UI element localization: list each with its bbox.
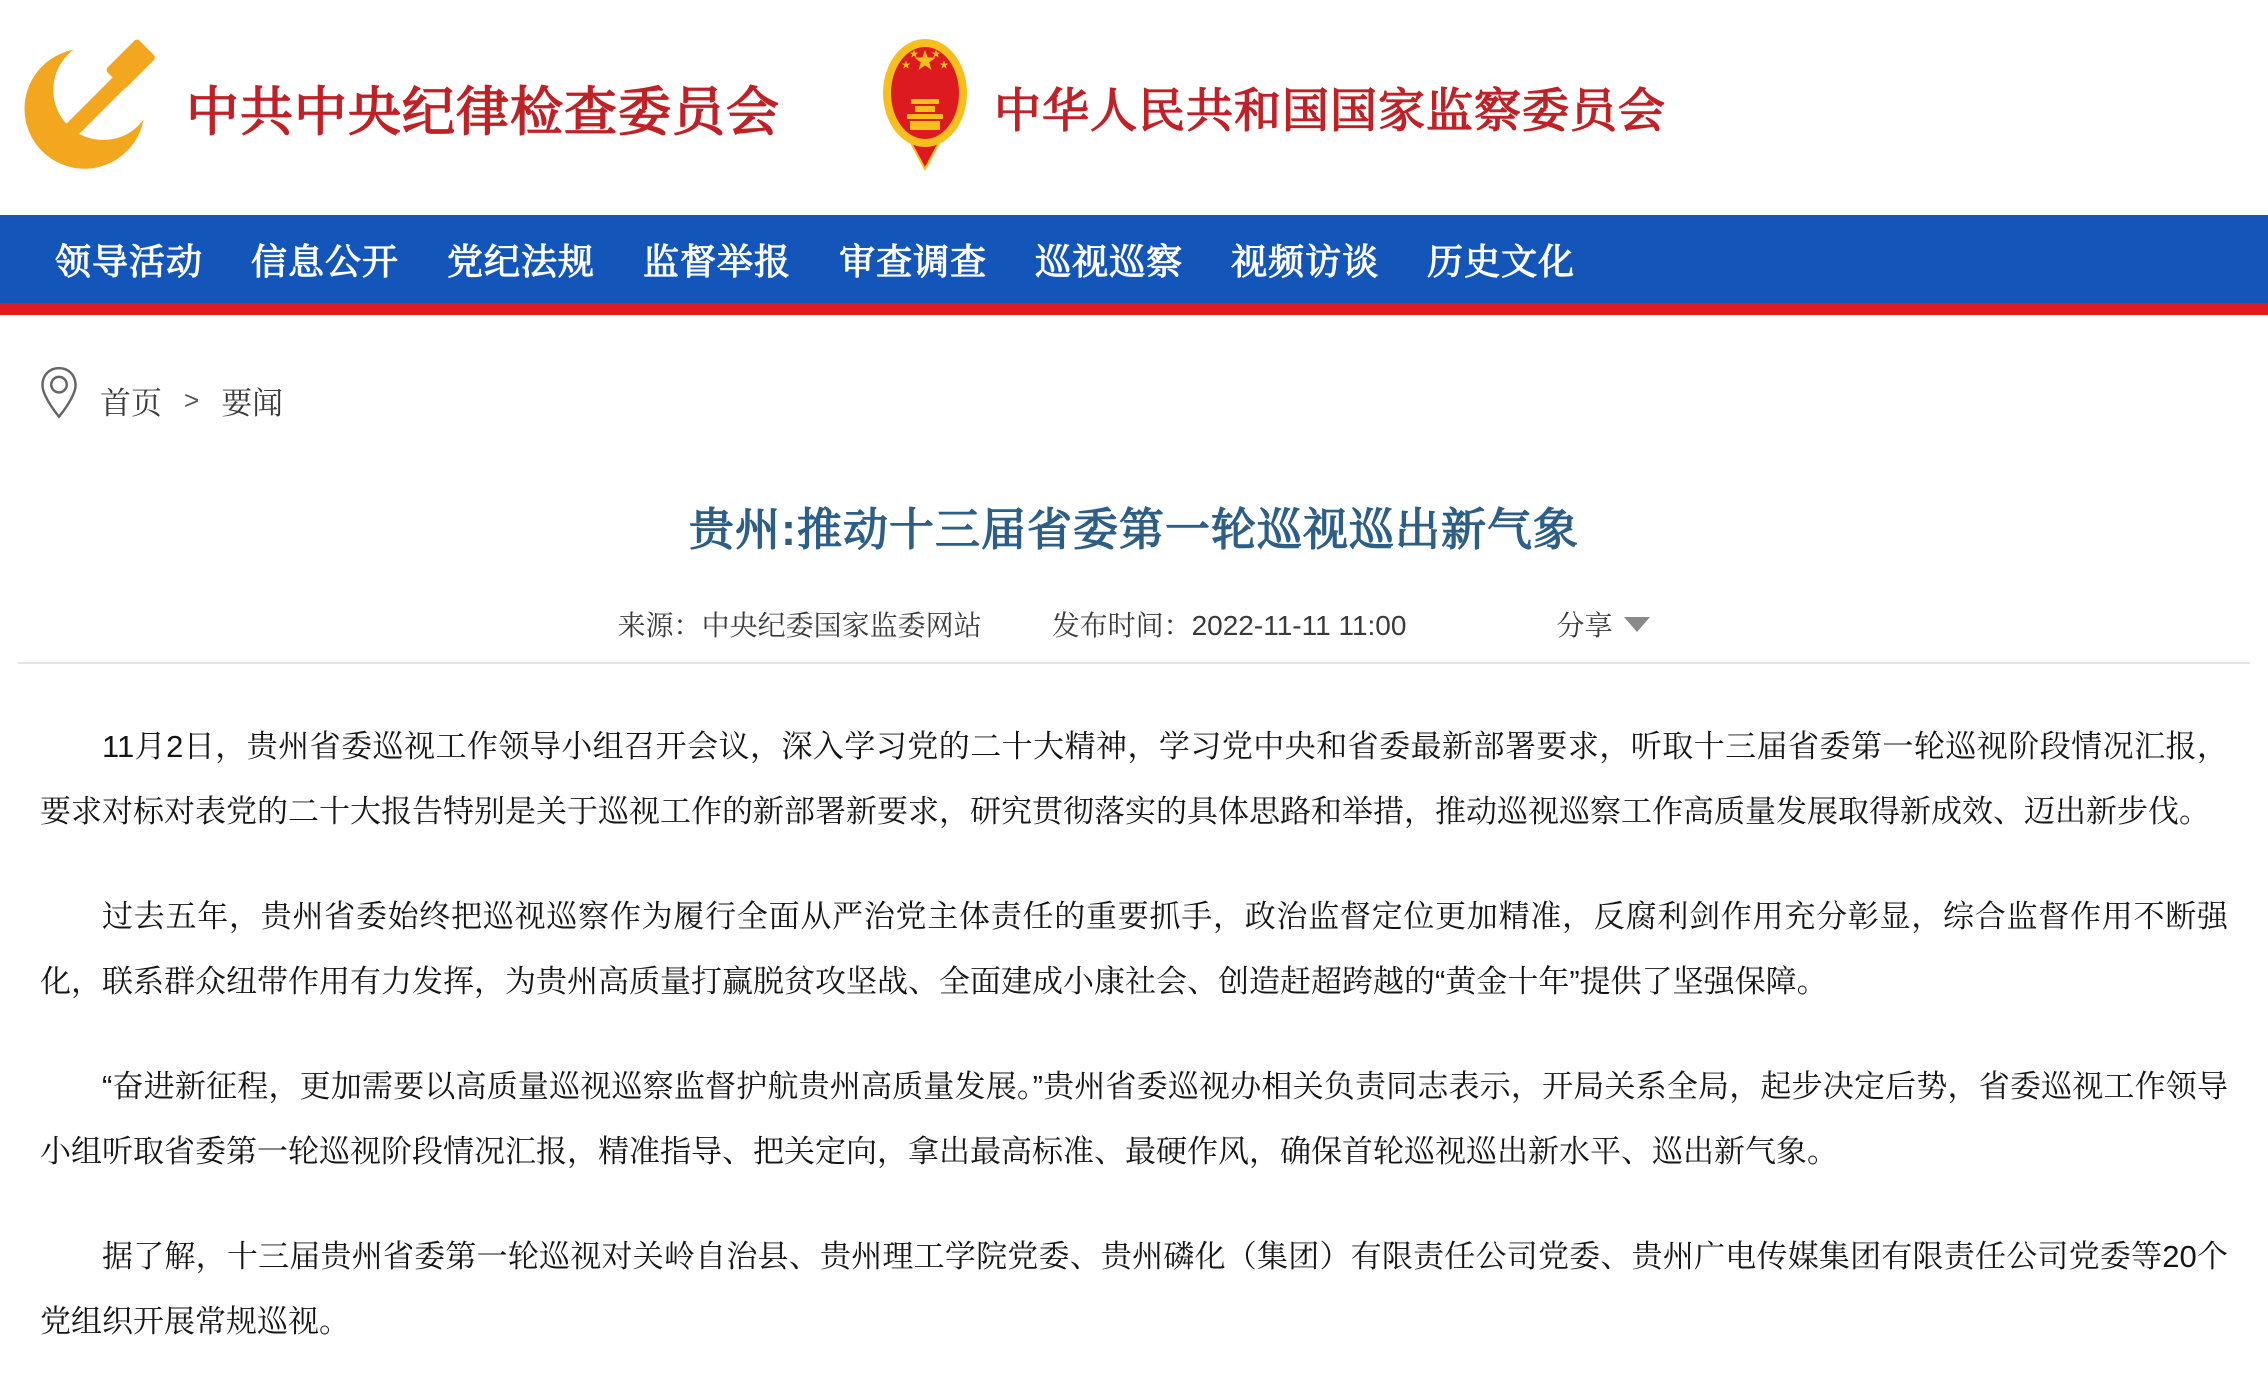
article-meta <box>0 604 2268 644</box>
main-nav <box>0 215 2268 303</box>
nav-accent-strip <box>0 303 2268 315</box>
hammer-and-sickle-icon <box>22 26 172 189</box>
share-button[interactable] <box>1556 604 1650 644</box>
ccdi-logo[interactable] <box>22 26 780 189</box>
nav-item-report[interactable]: 监督举报 <box>643 240 792 282</box>
nav-item-inspection[interactable]: 巡视巡察 <box>1035 240 1184 282</box>
article-paragraph: 11月2日，贵州省委巡视工作领导小组召开会议，深入学习党的二十大精神，学习党中央和省委最新部署要求，听取十三届省委第一轮巡视阶段情况汇报，要求对标对表党的二十大报告特别是关于巡视工作的新部署新要求，研究贯彻落实的具体思路和举措，推动巡视巡察工作高质量发展取得新成效、迈出新步伐。 <box>40 729 2228 829</box>
share-label: 分享 <box>1556 610 1613 641</box>
org-title-nsc: 中华人民共和国国家监察委员会 <box>994 84 1666 137</box>
breadcrumb-separator: > <box>184 384 200 415</box>
prc-national-emblem-icon <box>880 35 970 180</box>
page-title: 贵州:推动十三届省委第一轮巡视巡出新气象 <box>689 504 1579 555</box>
article-paragraph: 据了解，十三届贵州省委第一轮巡视对关岭自治县、贵州理工学院党委、贵州磷化（集团）有限责任公司党委、贵州广电传媒集团有限责任公司党委等20个党组织开展常规巡视。 <box>40 1239 2228 1339</box>
article-source <box>618 604 982 644</box>
breadcrumb-home[interactable]: 首页 <box>100 385 162 421</box>
site-header <box>0 0 2268 215</box>
article-publish-time <box>1052 604 1407 644</box>
nav-item-regulations[interactable]: 党纪法规 <box>447 240 596 282</box>
nav-item-leadership[interactable]: 领导活动 <box>55 240 204 282</box>
breadcrumb-current[interactable]: 要闻 <box>221 385 284 421</box>
source-label: 来源： <box>617 610 702 641</box>
nsc-logo[interactable] <box>880 35 1666 180</box>
org-title-ccdi: 中共中央纪律检查委员会 <box>186 82 780 142</box>
article-paragraph: “奋进新征程，更加需要以高质量巡视巡察监督护航贵州高质量发展。”贵州省委巡视办相关负责同志表示，开局关系全局，起步决定后势，省委巡视工作领导小组听取省委第一轮巡视阶段情况汇报，精准指导、把关定向，拿出最高标准、最硬作风，确保首轮巡视巡出新水平、巡出新气象。 <box>40 1069 2228 1169</box>
breadcrumb <box>40 365 2268 435</box>
caret-down-icon <box>1624 617 1650 632</box>
article-body <box>0 664 2268 1354</box>
article-paragraph: 过去五年，贵州省委始终把巡视巡察作为履行全面从严治党主体责任的重要抓手，政治监督定位更加精准，反腐利剑作用充分彰显，综合监督作用不断强化，联系群众纽带作用有力发挥，为贵州高质量打赢脱贫攻坚战、全面建成小康社会、创造赶超跨越的“黄金十年”提供了坚强保障。 <box>40 899 2228 999</box>
nav-item-investigation[interactable]: 审查调查 <box>839 240 988 282</box>
nav-item-video[interactable]: 视频访谈 <box>1231 240 1380 282</box>
source-value: 中央纪委国家监委网站 <box>701 610 982 641</box>
time-label: 发布时间： <box>1051 610 1192 641</box>
nav-item-info[interactable]: 信息公开 <box>251 240 400 282</box>
time-value: 2022-11-11 11:00 <box>1191 610 1407 641</box>
location-pin-icon <box>40 365 78 435</box>
nav-item-history[interactable]: 历史文化 <box>1427 240 1576 282</box>
